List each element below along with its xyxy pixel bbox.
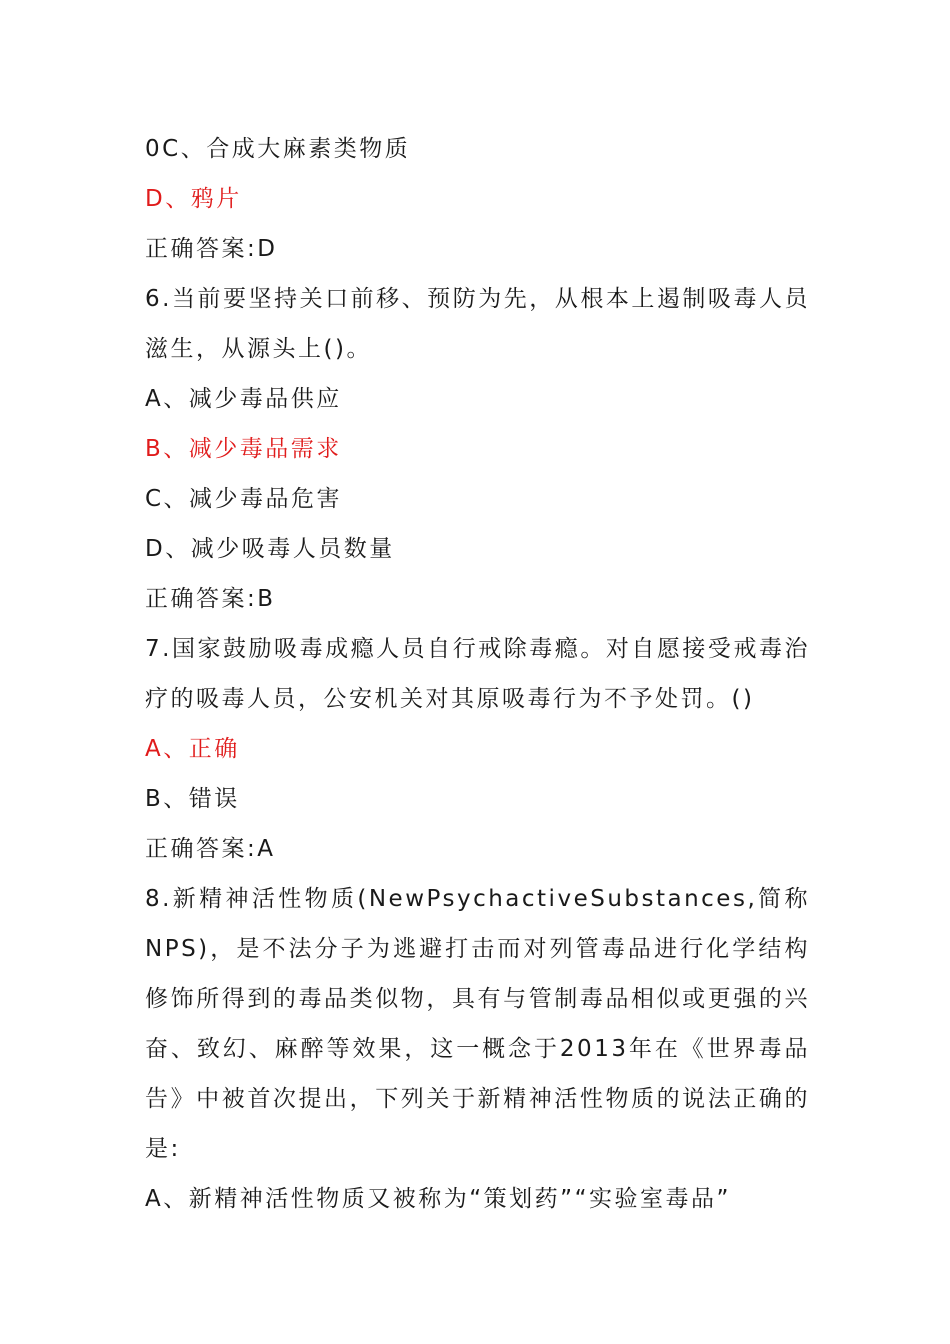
question-line: 8.新精神活性物质(NewPsychactiveSubstances,简称: [145, 886, 810, 912]
question-line: 6.当前要坚持关口前移、预防为先，从根本上遏制吸毒人员: [145, 286, 810, 312]
answer-line: 正确答案:A: [145, 836, 276, 862]
option-line: A、减少毒品供应: [145, 386, 342, 412]
option-line-correct: B、减少毒品需求: [145, 436, 342, 462]
question-line: 修饰所得到的毒品类似物，具有与管制毒品相似或更强的兴: [145, 986, 810, 1012]
option-line: A、新精神活性物质又被称为“策划药”“实验室毒品”: [145, 1186, 731, 1212]
option-line: D、减少吸毒人员数量: [145, 536, 395, 562]
answer-line: 正确答案:D: [145, 236, 278, 262]
question-line: 是:: [145, 1136, 181, 1162]
option-line: B、错误: [145, 786, 240, 812]
option-line: 0C、合成大麻素类物质: [145, 136, 411, 162]
question-line: 疗的吸毒人员，公安机关对其原吸毒行为不予处罚。(): [145, 686, 755, 712]
option-line-correct: A、正确: [145, 736, 240, 762]
question-line: 滋生，从源头上()。: [145, 336, 372, 362]
question-line: 告》中被首次提出，下列关于新精神活性物质的说法正确的: [145, 1086, 810, 1112]
question-line: NPS)，是不法分子为逃避打击而对列管毒品进行化学结构: [145, 936, 810, 962]
question-line: 7.国家鼓励吸毒成瘾人员自行戒除毒瘾。对自愿接受戒毒治: [145, 636, 810, 662]
answer-line: 正确答案:B: [145, 586, 276, 612]
option-line: C、减少毒品危害: [145, 486, 343, 512]
question-line: 奋、致幻、麻醉等效果，这一概念于2013年在《世界毒品: [145, 1036, 810, 1062]
document-body: [145, 124, 810, 1224]
option-line-correct: D、鸦片: [145, 186, 242, 212]
